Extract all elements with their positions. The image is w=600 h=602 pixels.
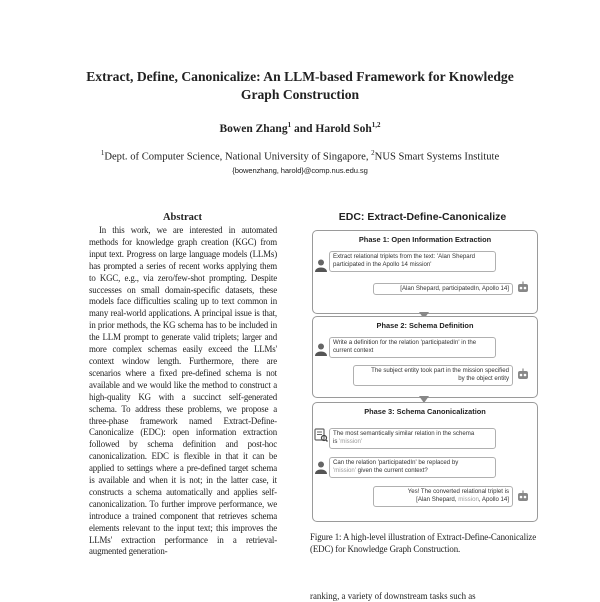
affil-sup-1: 1 bbox=[100, 149, 105, 157]
author-and: and bbox=[291, 122, 316, 135]
affil-sup-2: 2 bbox=[371, 149, 375, 157]
phase-2-user-bubble bbox=[329, 337, 496, 358]
phase-1-panel bbox=[312, 230, 538, 314]
author-2-sup: 1,2 bbox=[371, 121, 381, 129]
figure-title: EDC: Extract-Define-Canonicalize bbox=[338, 211, 507, 223]
phase-3-answer-line-2-pre: [Alan Shepard, bbox=[416, 496, 459, 503]
user-icon bbox=[314, 342, 328, 356]
phase-3-answer-bubble bbox=[373, 486, 513, 507]
phase-3-q1-line-2-gray: 'mission' bbox=[339, 438, 363, 445]
phase-1-user-line-2: participated in the Apollo 14 mission' bbox=[333, 261, 432, 268]
phase-1-title: Phase 1: Open Information Extraction bbox=[358, 235, 492, 244]
phase-3-q2-line-2 bbox=[333, 467, 492, 475]
paper-title bbox=[40, 68, 560, 104]
phase-3-answer-line-2 bbox=[377, 496, 509, 504]
phase-2-user-line-1: Write a definition for the relation 'participatedIn' in the bbox=[333, 339, 477, 346]
search-document-icon bbox=[314, 428, 328, 442]
title-line-2: Graph Construction bbox=[240, 87, 360, 102]
phase-3-title: Phase 3: Schema Canonicalization bbox=[364, 407, 486, 416]
author-1: Bowen Zhang bbox=[219, 122, 288, 135]
phase-2-user-line-2: current context bbox=[333, 347, 374, 354]
abstract-text: In this work, we are interested in automated methods for knowledge graph creation (KGC) from input text. Progress on large language models (LLMs) has prompted a series of recent works applying them to KGC, e.g., via zero/few-shot prompting. Despite successes on small domain-specific datasets, these models face difficulties scaling up to text common in many real-world applications. A principal issue is that, in prior methods, the KG schema has to be included in the LLM prompt to generate valid triplets; larger and more complex schemas easily exceed the LLMs' context window length. Furthermore, there are scenarios where a fixed pre-defined schema is not available and we would like the method to construct a high-quality KG with a succinct self-generated schema. To address these problems, we propose a three-phase framework named Extract-Define-Canonicalize (EDC): open information extraction followed by schema definition and post-hoc canonicalization. EDC is flexible in that it can be applied to settings where a pre-defined target schema is available and when it is not; in the latter case, it constructs a schema automatically and applies self-canonicalization. To further improve performance, we introduce a trained component that retrieves schema elements relevant to the input text; this improves the LLMs' extraction performance in a retrieval-augmented generation- bbox=[89, 225, 277, 557]
body-text-tail: ranking, a variety of downstream tasks such as bbox=[310, 591, 476, 601]
phase-3-q1-line-2 bbox=[333, 438, 492, 446]
phase-3-q2-line-2-gray: 'mission' bbox=[333, 467, 356, 474]
phase-2-bot-line-1: The subject entity took part in the mission specified bbox=[371, 367, 509, 374]
phase-3-q2-bubble bbox=[329, 457, 496, 478]
phase-2-title: Phase 2: Schema Definition bbox=[376, 321, 474, 330]
phase-3-q2-line-1: Can the relation 'participatedIn' be replaced by bbox=[333, 459, 459, 466]
affiliations bbox=[0, 149, 600, 163]
affil-1: Dept. of Computer Science, National University of Singapore, bbox=[104, 151, 372, 163]
phase-3-answer-line-2-gray: mission bbox=[458, 496, 479, 503]
author-1-sup: 1 bbox=[287, 121, 292, 129]
phase-3-answer-line-2-post: , Apollo 14] bbox=[478, 496, 509, 503]
robot-icon bbox=[516, 281, 530, 295]
phase-1-bot-bubble bbox=[373, 283, 513, 295]
phase-3-q2-line-2-post: given the current context? bbox=[355, 467, 428, 474]
phase-1-user-bubble bbox=[329, 251, 496, 272]
title-line-1: Extract, Define, Canonicalize: An LLM-based Framework for Knowledge bbox=[86, 69, 514, 84]
user-icon bbox=[314, 258, 328, 272]
phase-2-bot-bubble bbox=[353, 365, 513, 386]
phase-2-bot-line-2: by the object entity bbox=[458, 375, 509, 382]
abstract-heading: Abstract bbox=[162, 212, 203, 223]
robot-icon bbox=[516, 368, 530, 382]
phase-3-answer-line-1: Yes! The converted relational triplet is bbox=[407, 488, 509, 495]
phase-1-user-line-1: Extract relational triplets from the text: 'Alan Shepard bbox=[333, 253, 476, 260]
figure-caption: Figure 1: A high-level illustration of Extract-Define-Canonicalize (EDC) for Knowledge Graph Construction. bbox=[310, 532, 537, 554]
robot-icon bbox=[516, 490, 530, 504]
authors bbox=[0, 121, 600, 135]
author-2: Harold Soh bbox=[315, 122, 372, 135]
phase-3-q1-line-2-pre: is bbox=[333, 438, 340, 445]
email: {bowenzhang, harold}@comp.nus.edu.sg bbox=[232, 166, 368, 175]
affil-2: NUS Smart Systems Institute bbox=[374, 151, 500, 163]
phase-1-bot-line-1: [Alan Shepard, participatedIn, Apollo 14] bbox=[400, 285, 509, 292]
phase-3-q1-bubble bbox=[329, 428, 496, 449]
phase-3-q1-line-1: The most semantically similar relation in the schema bbox=[333, 430, 475, 437]
user-icon bbox=[314, 460, 328, 474]
